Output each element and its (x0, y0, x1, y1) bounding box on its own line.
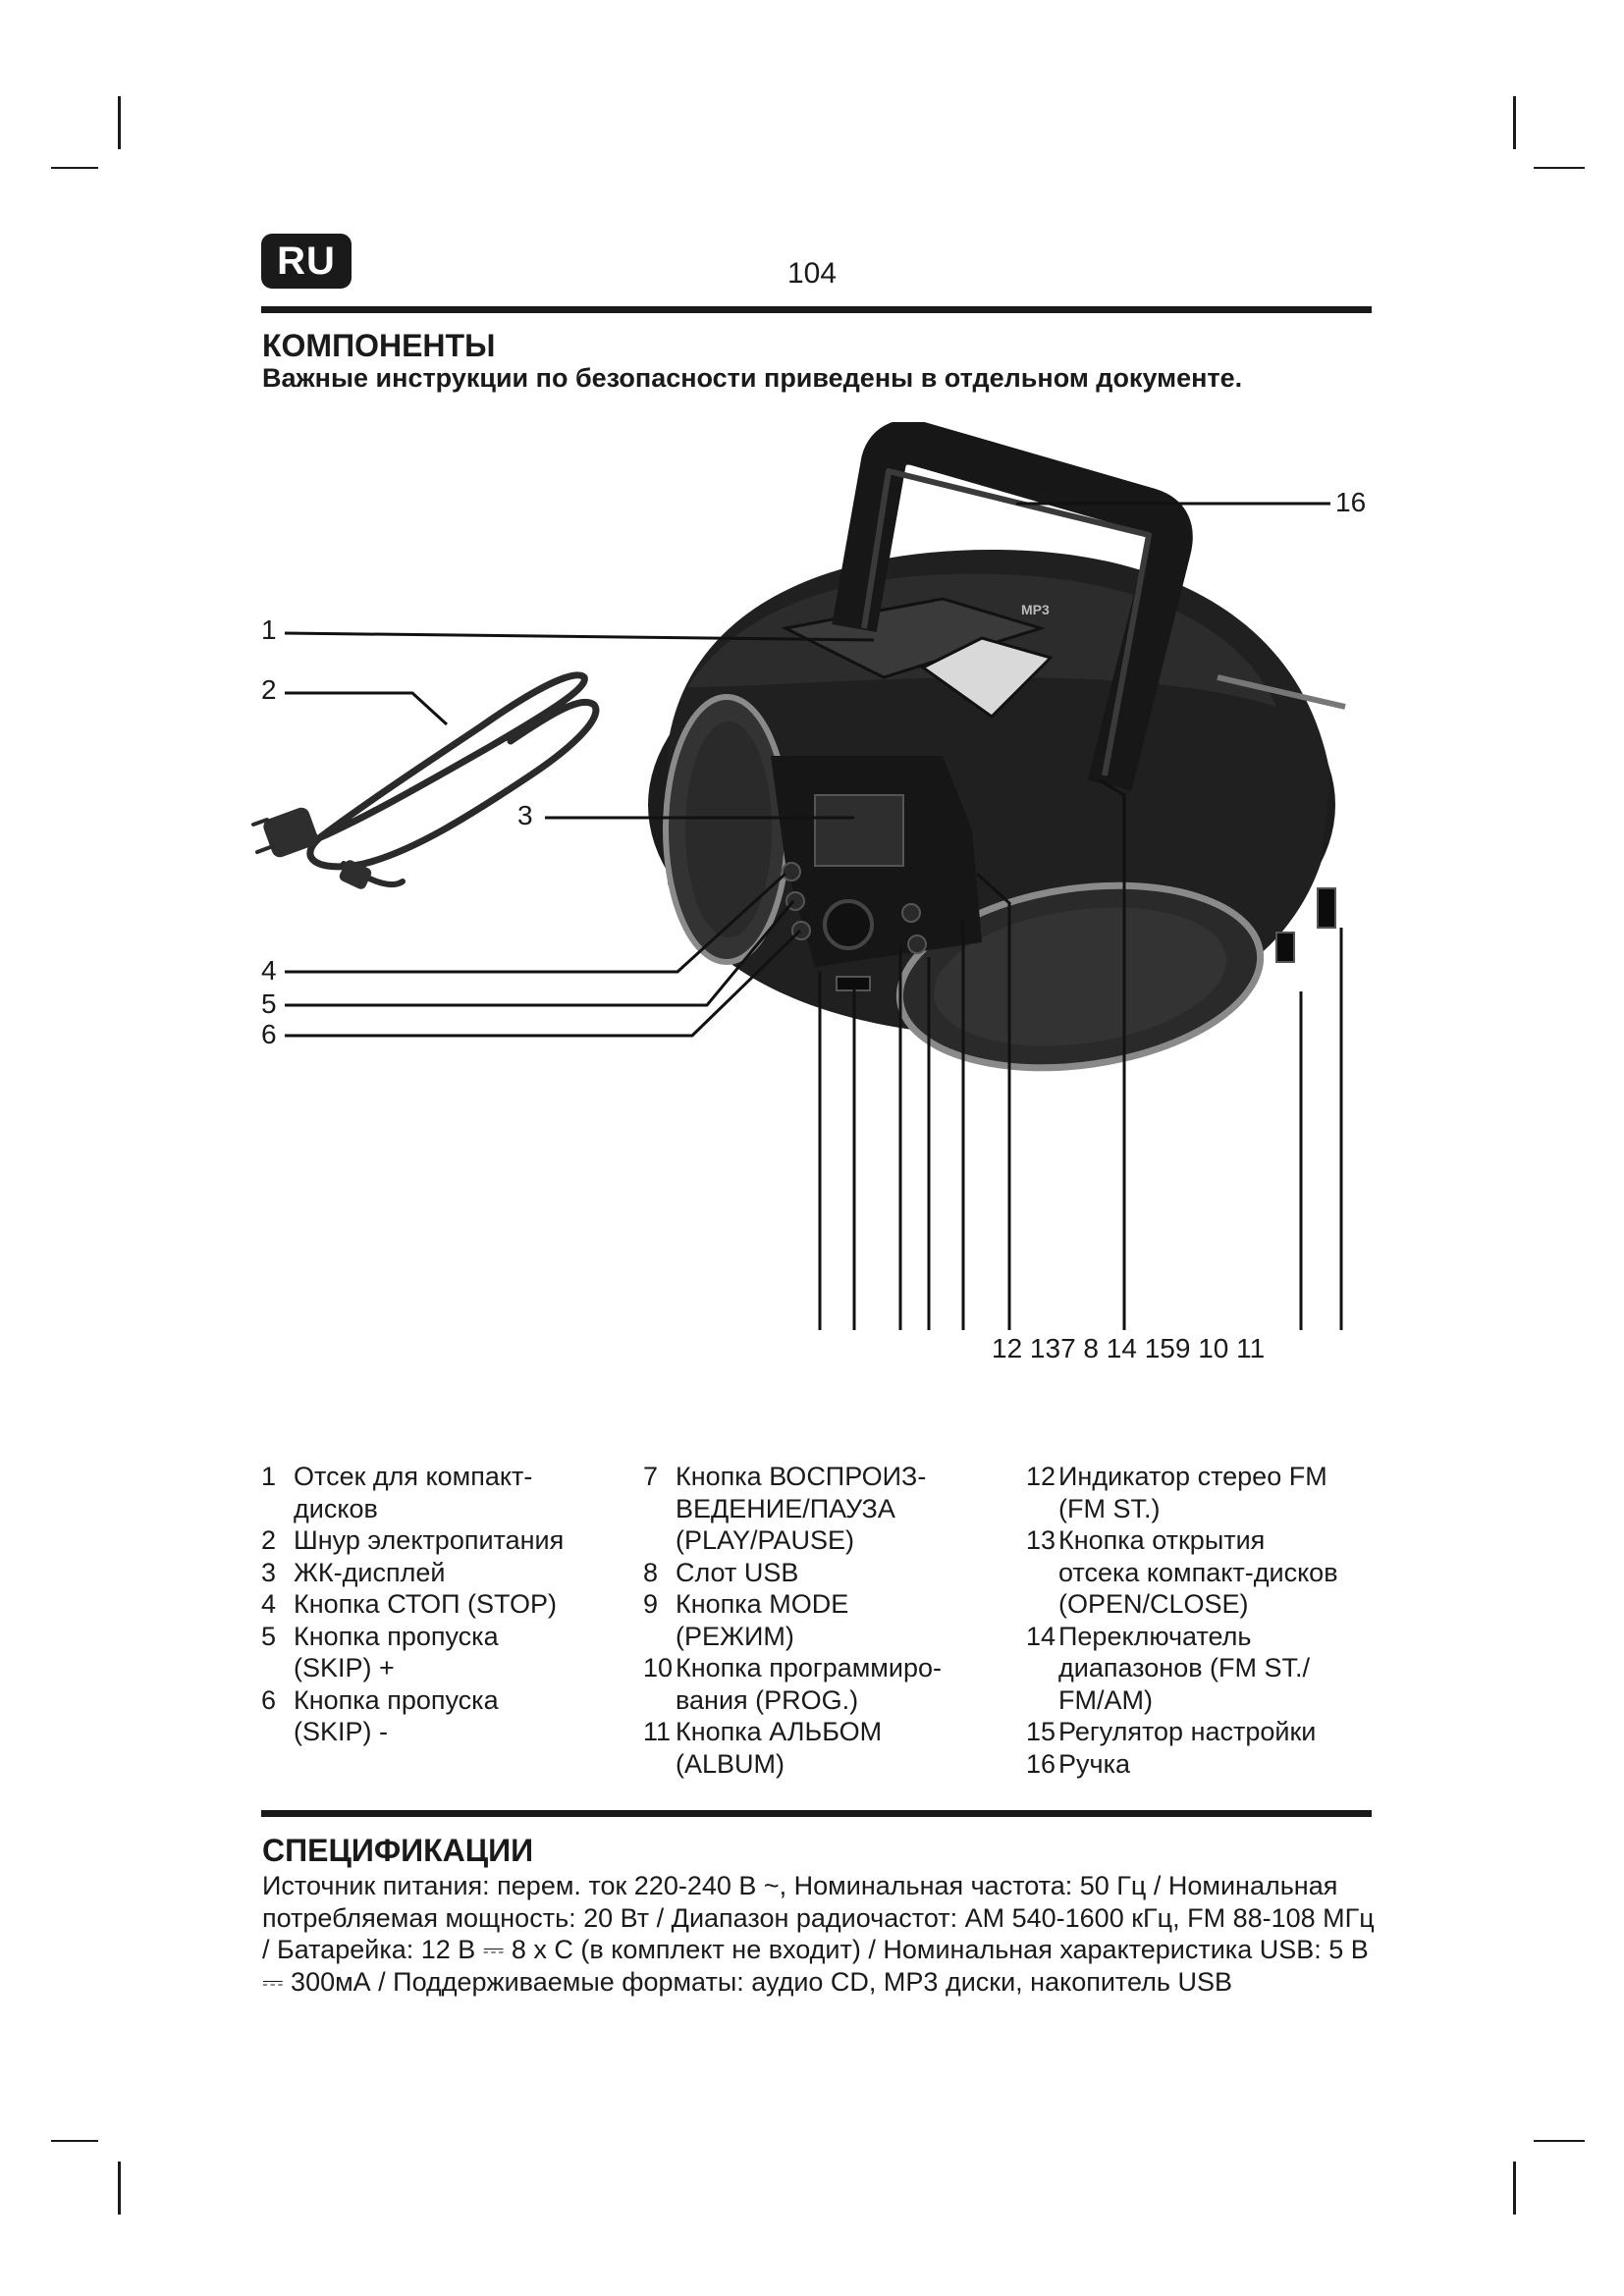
specs-title: СПЕЦИФИКАЦИИ (262, 1833, 534, 1868)
power-cord-image (253, 675, 596, 890)
list-item: 10 Кнопка программиро- вания (PROG.) (643, 1653, 942, 1715)
crop-mark-bottom-left-v (118, 2162, 121, 2215)
list-item: 15 Регулятор настройки (1026, 1717, 1317, 1746)
boombox-image (648, 443, 1345, 1090)
list-item: 11 Кнопка АЛЬБОМ (ALBUM) (643, 1717, 883, 1779)
list-item: 16 Ручка (1026, 1748, 1130, 1779)
list-item: 2 Шнур электропитания (261, 1525, 565, 1555)
specs-text: Источник питания: перем. ток 220-240 В ~, Номинальная частота: 50 Гц / Номинальная потребляемая мощность: 20 Вт / Диапазон радиочастот: AM 540-1600 кГц, FM 88-108 МГц / Батарейка: 12 В ⎓ 8 x C (в комплект не входит) / Номинальная характеристика USB: 5 В ⎓ 300мА / Поддерживаемые форматы: аудио CD, MP3 диски, накопитель USB (262, 1871, 1375, 1997)
section-rule (261, 1810, 1372, 1817)
parts-list-column-2 (643, 1461, 1006, 1780)
crop-mark-top-left-h (51, 167, 98, 169)
callout-labels-bottom: 12 137 8 14 159 10 11 (992, 1333, 1266, 1363)
callout-label-1: 1 (261, 614, 277, 645)
callout-label-4: 4 (261, 955, 277, 986)
list-item: 13 Кнопка открытия отсека компакт-дисков (OPEN/CLOSE) (1026, 1525, 1338, 1619)
language-badge: RU (261, 234, 352, 289)
callout-label-6: 6 (261, 1019, 277, 1049)
list-item: 6 Кнопка пропуска (SKIP) - (261, 1684, 499, 1746)
crop-mark-bottom-left-h (51, 2140, 98, 2142)
list-item: 7 Кнопка ВОСПРОИЗ- ВЕДЕНИЕ/ПАУЗА (PLAY/PAUSE) (643, 1462, 927, 1555)
crop-mark-top-right-h (1534, 167, 1585, 169)
crop-mark-top-left-v (118, 96, 121, 149)
top-rule (261, 306, 1372, 313)
device-marking-text: MP3 (1021, 602, 1050, 617)
components-subtitle: Важные инструкции по безопасности приведены в отдельном документе. (262, 363, 1243, 393)
list-item: 9 Кнопка MODE (РЕЖИМ) (643, 1589, 849, 1651)
callout-label-3: 3 (517, 800, 533, 830)
callout-label-2: 2 (261, 674, 277, 705)
list-item: 12 Индикатор стерео FM (FM ST.) (1026, 1462, 1327, 1523)
list-item: 14 Переключатель диапазонов (FM ST./ FM/AM) (1026, 1621, 1311, 1715)
page-number: 104 (786, 257, 838, 290)
callout-line-2 (285, 693, 447, 724)
callout-label-16: 16 (1335, 487, 1367, 517)
crop-mark-bottom-right-v (1513, 2162, 1516, 2215)
list-item: 4 Кнопка СТОП (STOP) (261, 1589, 557, 1619)
crop-mark-bottom-right-h (1534, 2140, 1585, 2142)
list-item: 3 ЖК-дисплей (261, 1557, 446, 1587)
callout-label-5: 5 (261, 988, 277, 1019)
parts-list-column-1 (261, 1461, 624, 1748)
list-item: 5 Кнопка пропуска (SKIP) + (261, 1621, 499, 1682)
parts-list-column-3 (1026, 1461, 1389, 1780)
list-item: 1 Отсек для компакт- дисков (261, 1462, 533, 1523)
crop-mark-top-right-v (1513, 96, 1516, 149)
product-illustration (0, 422, 1624, 1364)
list-item: 8 Слот USB (643, 1557, 799, 1587)
components-title: КОМПОНЕНТЫ (262, 328, 496, 363)
